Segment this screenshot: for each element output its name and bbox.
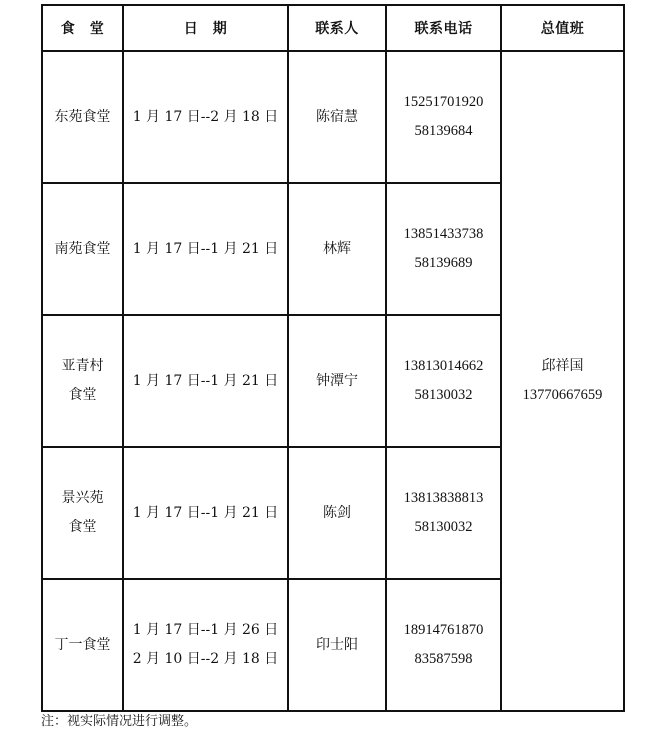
office-number: 58139684: [414, 123, 473, 139]
date-range: 1 月 17 日--1 月 21 日: [132, 504, 279, 521]
canteen-name-line-1: 亚青村: [61, 358, 104, 374]
phone-cell: [386, 579, 501, 711]
header-contact: 联系人: [288, 5, 386, 51]
contact-name: 陈剑: [323, 504, 351, 521]
canteen-name: 东苑食堂: [54, 108, 111, 125]
phone-cell: [386, 51, 501, 183]
contact-name: 钟潭宁: [316, 372, 358, 389]
canteen-name-line-2: 食堂: [68, 387, 97, 403]
office-number: 58139689: [414, 255, 473, 271]
office-number: 83587598: [414, 651, 473, 667]
date-range-2: 2 月 10 日--2 月 18 日: [132, 651, 279, 667]
canteen-cell: [42, 315, 123, 447]
contact-cell: [288, 51, 386, 183]
footnote: 注：视实际情况进行调整。: [41, 714, 198, 729]
mobile-number: 18914761870: [403, 622, 484, 638]
date-cell: [123, 447, 288, 579]
phone-cell: [386, 315, 501, 447]
duty-name: 邱祥国: [541, 358, 584, 374]
office-number: 58130032: [414, 519, 473, 535]
canteen-name-line-2: 食堂: [68, 519, 97, 535]
date-range: 1 月 17 日--1 月 21 日: [132, 372, 279, 389]
contact-cell: [288, 183, 386, 315]
date-range-1: 1 月 17 日--1 月 26 日: [132, 622, 279, 638]
contact-name: 印士阳: [316, 636, 358, 653]
mobile-number: 13813838813: [403, 490, 484, 506]
contact-cell: [288, 447, 386, 579]
date-cell: [123, 51, 288, 183]
date-cell: [123, 579, 288, 711]
header-canteen: 食 堂: [42, 5, 123, 51]
canteen-name: 南苑食堂: [54, 240, 111, 257]
canteen-schedule-table-frame: [41, 4, 623, 711]
phone-cell: [386, 183, 501, 315]
canteen-cell: [42, 51, 123, 183]
contact-cell: [288, 579, 386, 711]
date-range: 1 月 17 日--2 月 18 日: [132, 108, 279, 125]
mobile-number: 13813014662: [403, 358, 484, 374]
canteen-cell: [42, 447, 123, 579]
date-range: 1 月 17 日--1 月 21 日: [132, 240, 279, 257]
contact-name: 林辉: [323, 240, 351, 257]
header-duty: 总值班: [501, 5, 624, 51]
date-cell: [123, 315, 288, 447]
canteen-name-line-1: 景兴苑: [61, 490, 104, 506]
table-row: [42, 51, 624, 183]
mobile-number: 15251701920: [403, 94, 484, 110]
table-header-row: [42, 5, 624, 51]
canteen-schedule-table: [41, 4, 625, 712]
date-cell: [123, 183, 288, 315]
phone-cell: [386, 447, 501, 579]
header-date: 日 期: [123, 5, 288, 51]
contact-name: 陈宿慧: [316, 108, 358, 125]
contact-cell: [288, 315, 386, 447]
header-phone: 联系电话: [386, 5, 501, 51]
duty-cell: [501, 51, 624, 711]
canteen-cell: [42, 183, 123, 315]
office-number: 58130032: [414, 387, 473, 403]
mobile-number: 13851433738: [403, 226, 484, 242]
canteen-cell: [42, 579, 123, 711]
duty-phone: 13770667659: [522, 387, 603, 403]
canteen-name: 丁一食堂: [54, 636, 111, 653]
